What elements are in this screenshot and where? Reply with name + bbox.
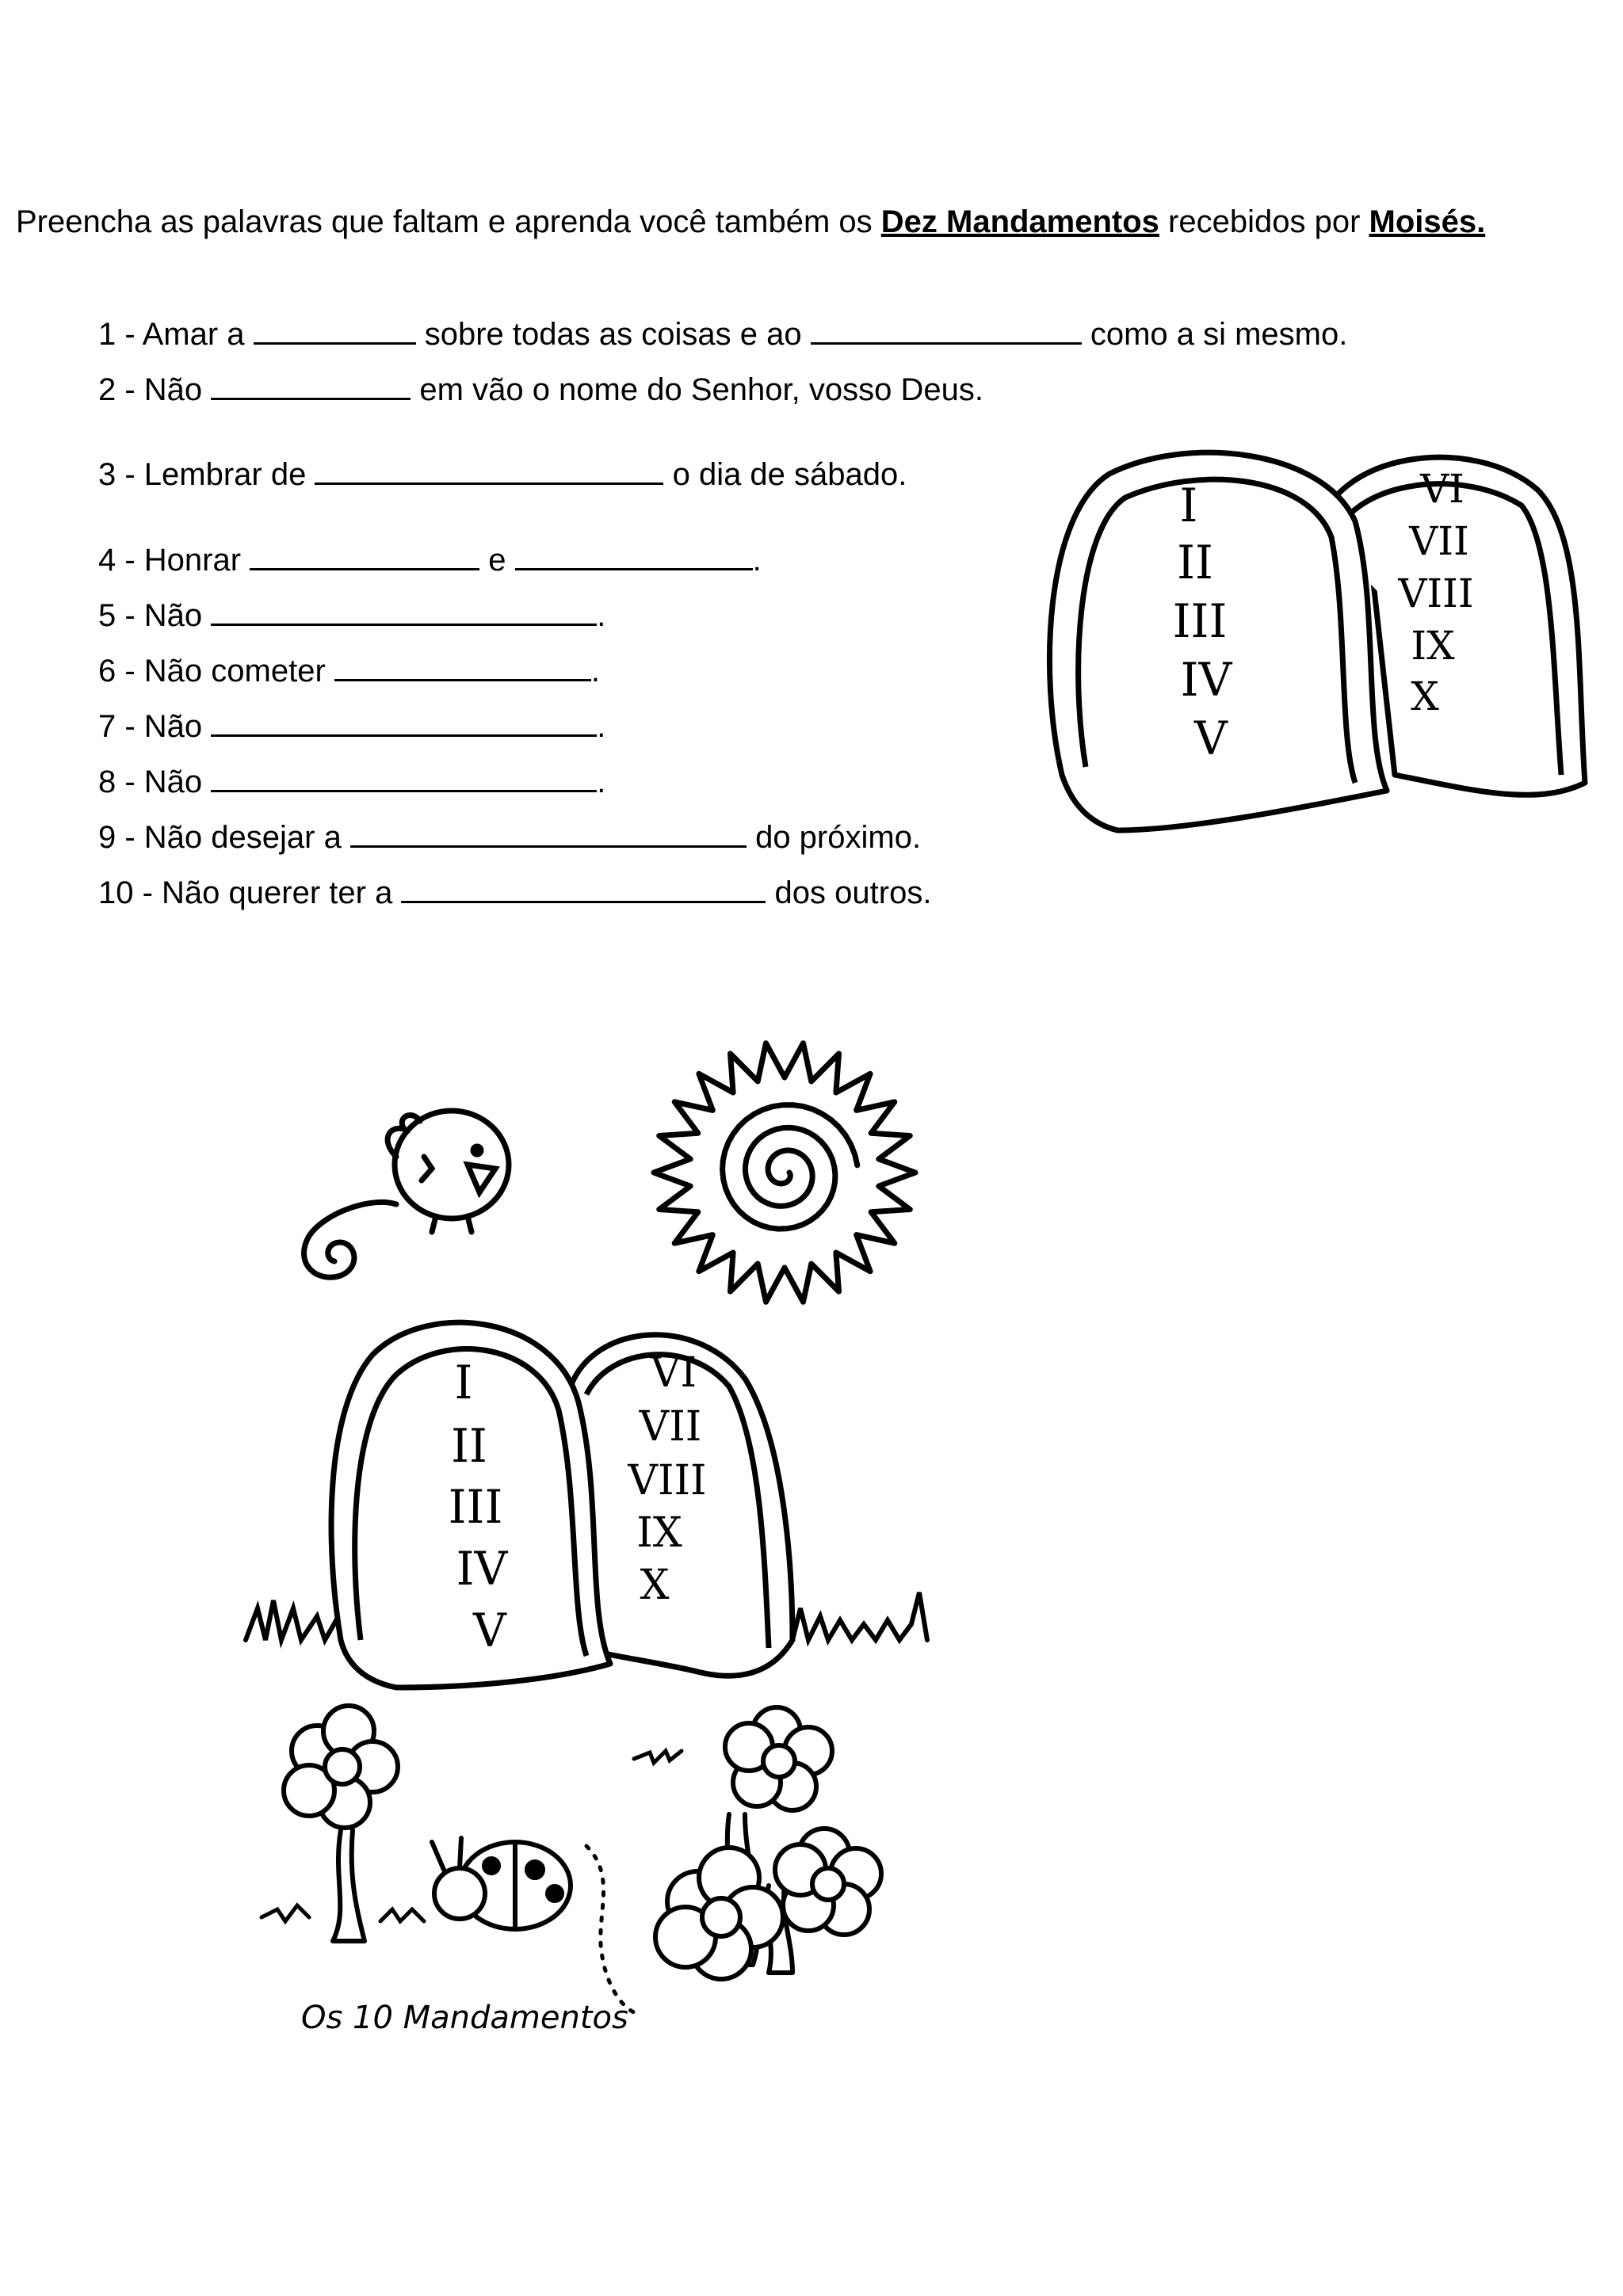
commandment-text: 10 - Não querer ter a <box>98 875 402 910</box>
commandment-4 <box>98 541 762 578</box>
blank-field[interactable] <box>254 315 416 345</box>
commandment-text: 3 - Lembrar de <box>98 457 315 492</box>
commandment-2 <box>98 371 983 408</box>
commandment-text: em vão o nome do Senhor, vosso Deus. <box>411 372 983 407</box>
commandment-8 <box>98 763 605 800</box>
numeral: X <box>640 1562 670 1609</box>
commandment-text: como a si mesmo. <box>1081 317 1348 352</box>
commandment-text: o dia de sábado. <box>663 457 907 492</box>
numeral: II <box>451 1419 487 1473</box>
garden-scene <box>254 1680 967 2052</box>
blank-field[interactable] <box>315 456 663 485</box>
commandment-text: 2 - Não <box>98 372 212 407</box>
blank-field[interactable] <box>515 541 753 570</box>
numeral: I <box>454 1356 473 1409</box>
blank-field[interactable] <box>250 541 479 570</box>
sun-icon <box>650 1022 919 1323</box>
numeral: VI <box>1420 466 1465 512</box>
commandment-text: 7 - Não <box>98 709 212 744</box>
commandment-text: . <box>590 654 601 688</box>
blank-field[interactable] <box>334 652 591 681</box>
numeral: VI <box>650 1349 697 1397</box>
commandment-text: 8 - Não <box>98 765 212 799</box>
commandment-1 <box>98 315 1347 353</box>
numeral: IV <box>1180 653 1232 707</box>
numeral: IX <box>1411 623 1455 669</box>
blank-field[interactable] <box>211 597 597 626</box>
blank-field[interactable] <box>211 763 597 792</box>
commandment-text: . <box>597 598 606 633</box>
title-moises: Moisés. <box>1369 204 1486 239</box>
numeral: I <box>1179 479 1198 532</box>
stone-tablets-icon <box>238 1307 951 1735</box>
blank-field[interactable] <box>811 315 1082 345</box>
ladybug-icon <box>432 1838 571 1929</box>
commandment-3 <box>98 456 907 493</box>
commandment-text: . <box>597 765 606 799</box>
commandment-text: 5 - Não <box>98 598 212 633</box>
commandment-text: 1 - Amar a <box>98 317 254 352</box>
blank-field[interactable] <box>350 818 747 848</box>
numeral: IX <box>636 1509 682 1557</box>
numeral: IV <box>456 1542 508 1596</box>
flower-icon <box>284 1706 398 1941</box>
bird-icon <box>277 1093 515 1299</box>
commandment-6 <box>98 652 600 689</box>
commandment-7 <box>98 707 605 745</box>
commandment-text: 6 - Não cometer <box>98 654 334 688</box>
commandment-text: 4 - Honrar <box>98 543 250 578</box>
numeral: VII <box>1409 518 1469 564</box>
commandment-text: e <box>479 543 515 578</box>
commandment-5 <box>98 597 605 634</box>
instructions <box>16 204 1601 240</box>
commandment-10 <box>98 874 931 911</box>
stone-tablets-icon <box>1030 434 1601 838</box>
title-dez-mandamentos: Dez Mandamentos <box>880 204 1159 239</box>
numeral: VII <box>639 1403 702 1451</box>
flower-icon <box>655 1707 881 1979</box>
commandment-text: . <box>597 709 606 744</box>
numeral: III <box>1172 594 1228 648</box>
caption: Os 10 Mandamentos <box>301 2000 628 2036</box>
numeral: III <box>448 1480 503 1534</box>
commandment-text: . <box>752 543 762 578</box>
instructions-text: Preencha as palavras que faltam e aprenda você também os <box>16 204 881 239</box>
commandment-text: do próximo. <box>746 820 922 855</box>
numeral: II <box>1177 536 1213 589</box>
numeral: V <box>473 1604 506 1657</box>
commandment-9 <box>98 818 921 856</box>
numeral: X <box>1411 673 1439 719</box>
blank-field[interactable] <box>211 371 411 400</box>
commandment-text: 9 - Não desejar a <box>98 820 350 855</box>
numeral: V <box>1194 711 1228 765</box>
blank-field[interactable] <box>401 874 766 903</box>
numeral: VIII <box>628 1457 707 1505</box>
commandment-text: dos outros. <box>766 875 932 910</box>
blank-field[interactable] <box>211 707 597 737</box>
instructions-text-2: recebidos por <box>1159 204 1369 239</box>
numeral: VIII <box>1398 570 1474 616</box>
commandment-text: sobre todas as coisas e ao <box>415 317 811 352</box>
